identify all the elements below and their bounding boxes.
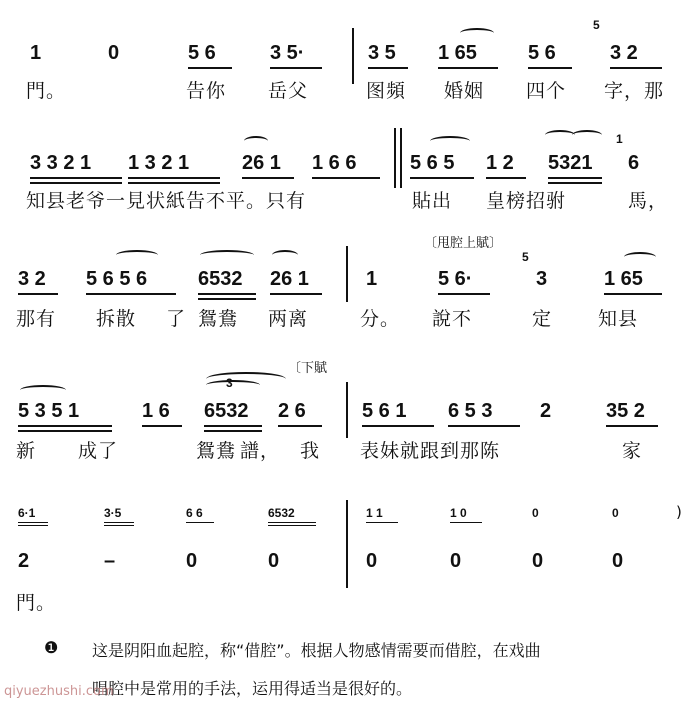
accompaniment-note: 6532 bbox=[268, 506, 295, 520]
lyric: 表妹就跟到那陈 bbox=[360, 440, 501, 462]
slur bbox=[430, 136, 470, 146]
footnote-line-1: 这是阴阳血起腔，称“借腔”。根据人物感情需要而借腔，在戏曲 bbox=[92, 641, 541, 660]
underline bbox=[268, 525, 316, 526]
underline bbox=[268, 522, 316, 523]
footnote-line-2: 唱腔中是常用的手法，运用得适当是很好的。 bbox=[92, 679, 413, 698]
underline bbox=[450, 522, 482, 523]
note: 6532 bbox=[204, 400, 249, 422]
note: 2 bbox=[18, 550, 30, 572]
slur bbox=[20, 385, 66, 395]
footnote-marker: ❶ bbox=[44, 638, 59, 657]
note: 0 bbox=[186, 550, 198, 572]
note: 5 6 5 6 bbox=[86, 268, 148, 290]
note: 3 2 bbox=[610, 42, 638, 64]
slur bbox=[545, 130, 575, 140]
underline bbox=[366, 522, 398, 523]
lyric: 家 bbox=[622, 440, 643, 462]
underline bbox=[18, 522, 48, 523]
underline bbox=[528, 67, 572, 69]
lyric: 分。 bbox=[360, 308, 401, 330]
lyric: 定 bbox=[532, 308, 553, 330]
note: 0 bbox=[108, 42, 120, 64]
note: 3 3 2 1 bbox=[30, 152, 92, 174]
closing-paren: ) bbox=[676, 503, 682, 521]
accompaniment-note: 1 1 bbox=[366, 506, 383, 520]
lyric: 說不 bbox=[432, 308, 473, 330]
note: 26 1 bbox=[242, 152, 281, 174]
underline bbox=[18, 430, 112, 432]
note: 3 2 bbox=[18, 268, 46, 290]
slur bbox=[460, 28, 494, 38]
lyric: 成了 bbox=[78, 440, 119, 462]
underline bbox=[312, 177, 380, 179]
lyric: 門。 bbox=[16, 592, 57, 614]
accompaniment-note: 1 0 bbox=[450, 506, 467, 520]
note: 1 2 bbox=[486, 152, 514, 174]
note: 5 3 5 1 bbox=[18, 400, 80, 422]
lyric: 馬， bbox=[628, 190, 669, 212]
accompaniment-note: 6 6 bbox=[186, 506, 203, 520]
underline bbox=[104, 522, 134, 523]
note: 2 6 bbox=[278, 400, 306, 422]
slur bbox=[200, 250, 254, 260]
underline bbox=[448, 425, 520, 427]
lyric: 貼出 bbox=[412, 190, 453, 212]
underline bbox=[410, 177, 474, 179]
barline bbox=[346, 246, 348, 302]
underline bbox=[188, 67, 232, 69]
note: 5 6· bbox=[438, 268, 473, 290]
underline bbox=[270, 293, 322, 295]
underline bbox=[270, 67, 322, 69]
underline bbox=[204, 430, 262, 432]
lyric: 知县 bbox=[598, 308, 639, 330]
note: 0 bbox=[612, 550, 624, 572]
lyric: 拆散 bbox=[96, 308, 137, 330]
section-tag: 〔下賦 bbox=[288, 361, 328, 376]
slur bbox=[116, 250, 158, 260]
underline bbox=[198, 293, 256, 295]
slur bbox=[244, 136, 268, 146]
underline bbox=[438, 293, 490, 295]
underline bbox=[128, 182, 220, 184]
note: 1 bbox=[30, 42, 42, 64]
underline bbox=[604, 293, 662, 295]
note: 5 6 5 bbox=[410, 152, 455, 174]
lyric: 皇榜招驸 bbox=[486, 190, 567, 212]
barline bbox=[400, 128, 402, 188]
underline bbox=[128, 177, 220, 179]
underline bbox=[142, 425, 182, 427]
underline bbox=[18, 293, 58, 295]
note: 1 6 bbox=[142, 400, 170, 422]
lyric: 四个 bbox=[526, 80, 567, 102]
underline bbox=[186, 522, 214, 523]
note: 0 bbox=[450, 550, 462, 572]
note: 2 bbox=[540, 400, 552, 422]
underline bbox=[204, 425, 262, 427]
accompaniment-note: 0 bbox=[532, 506, 539, 520]
underline bbox=[548, 177, 602, 179]
barline bbox=[346, 500, 348, 588]
slur bbox=[272, 250, 298, 260]
note: 6 5 3 bbox=[448, 400, 493, 422]
underline bbox=[30, 177, 122, 179]
underline bbox=[368, 67, 408, 69]
lyric: 了 bbox=[166, 308, 187, 330]
note: 1 6 6 bbox=[312, 152, 357, 174]
accompaniment-note: 6·1 bbox=[18, 506, 36, 520]
note: 3 5 bbox=[368, 42, 396, 64]
note: 1 bbox=[366, 268, 378, 290]
lyric: 那有 bbox=[16, 308, 57, 330]
lyric: 門。 bbox=[26, 80, 67, 102]
underline bbox=[548, 182, 602, 184]
note: 3 bbox=[536, 268, 548, 290]
note: 35 2 bbox=[606, 400, 645, 422]
grace-note: 5 bbox=[593, 18, 600, 32]
lyric: 我 bbox=[300, 440, 321, 462]
note: 5321 bbox=[548, 152, 593, 174]
lyric: 譜， bbox=[240, 440, 281, 462]
lyric: 告你 bbox=[186, 80, 227, 102]
triplet-mark: 3 bbox=[226, 376, 233, 390]
grace-note: 1 bbox=[616, 132, 623, 146]
underline bbox=[486, 177, 526, 179]
lyric: 图頻 bbox=[366, 80, 407, 102]
underline bbox=[610, 67, 662, 69]
lyric: 字，那 bbox=[604, 80, 665, 102]
section-tag: 〔甩腔上賦〕 bbox=[424, 236, 503, 251]
slur bbox=[624, 252, 656, 262]
underline bbox=[104, 525, 134, 526]
underline bbox=[362, 425, 434, 427]
accompaniment-note: 3·5 bbox=[104, 506, 122, 520]
accompaniment-note: 0 bbox=[612, 506, 619, 520]
lyric: 鴛鴦 bbox=[198, 308, 239, 330]
lyric: 知县老爷一見状紙告不平。只有 bbox=[26, 190, 307, 212]
lyric: 岳父 bbox=[268, 80, 309, 102]
lyric: 新 bbox=[16, 440, 37, 462]
underline bbox=[198, 298, 256, 300]
underline bbox=[30, 182, 122, 184]
barline bbox=[352, 28, 354, 84]
note: – bbox=[104, 550, 116, 572]
note: 1 65 bbox=[438, 42, 477, 64]
barline bbox=[346, 382, 348, 438]
lyric: 婚姻 bbox=[444, 80, 485, 102]
grace-note: 5 bbox=[522, 250, 529, 264]
barline bbox=[394, 128, 396, 188]
slur bbox=[206, 380, 260, 390]
underline bbox=[606, 425, 658, 427]
note: 5 6 bbox=[188, 42, 216, 64]
note: 0 bbox=[366, 550, 378, 572]
underline bbox=[18, 425, 112, 427]
slur bbox=[572, 130, 602, 140]
underline bbox=[86, 293, 176, 295]
note: 26 1 bbox=[270, 268, 309, 290]
note: 5 6 1 bbox=[362, 400, 407, 422]
underline bbox=[278, 425, 322, 427]
underline bbox=[18, 525, 48, 526]
note: 0 bbox=[532, 550, 544, 572]
lyric: 两离 bbox=[268, 308, 309, 330]
underline bbox=[438, 67, 498, 69]
note: 1 3 2 1 bbox=[128, 152, 190, 174]
note: 6 bbox=[628, 152, 640, 174]
lyric: 鴛鴦 bbox=[196, 440, 237, 462]
note: 0 bbox=[268, 550, 280, 572]
note: 3 5· bbox=[270, 42, 305, 64]
note: 1 65 bbox=[604, 268, 643, 290]
note: 5 6 bbox=[528, 42, 556, 64]
underline bbox=[242, 177, 294, 179]
note: 6532 bbox=[198, 268, 243, 290]
watermark: qiyuezhushi.com bbox=[4, 684, 114, 699]
